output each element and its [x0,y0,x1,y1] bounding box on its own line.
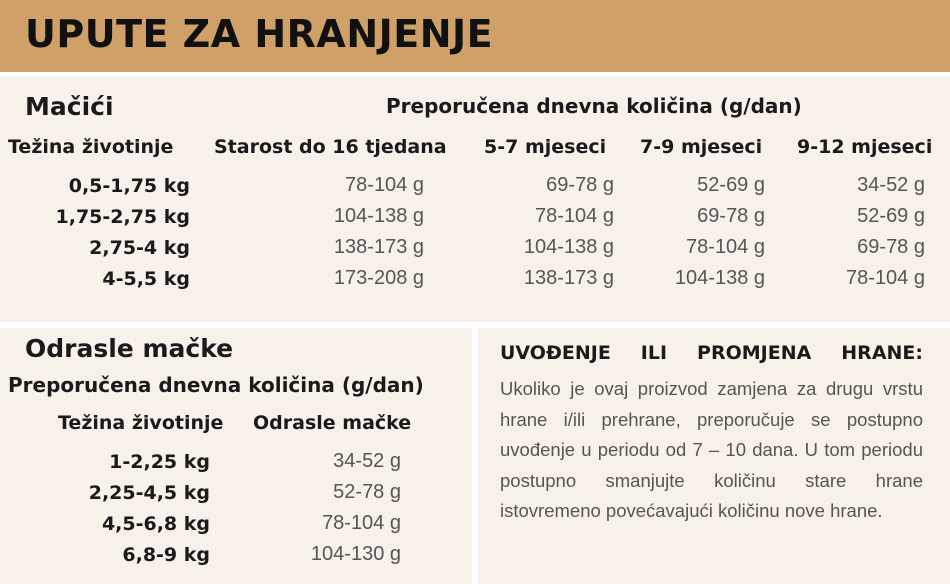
food-transition-title: UVOĐENJE ILI PROMJENA HRANE: [500,342,923,364]
adults-row-value: 104-130 g [310,543,401,565]
kittens-row-value: 104-138 g [523,236,614,258]
kittens-row-value: 78-104 g [846,267,925,289]
adults-row-weight: 4,5-6,8 kg [101,513,210,535]
kittens-row-value: 52-69 g [857,205,925,227]
kittens-daily-amount-label: Preporučena dnevna količina (g/dan) [386,94,802,118]
page-title: UPUTE ZA HRANJENJE [25,12,494,56]
age-header-up-to-16-weeks: Starost do 16 tjedana [214,136,447,158]
adults-title: Odrasle mačke [25,334,234,363]
kittens-weight-header: Težina životinje [8,136,174,158]
adults-value-header: Odrasle mačke [253,412,412,434]
adults-row-weight: 1-2,25 kg [109,451,210,473]
age-header-5-7-months: 5-7 mjeseci [484,136,607,158]
kittens-title: Mačići [25,92,114,121]
adults-row-value: 34-52 g [333,450,401,472]
kittens-row-value: 69-78 g [857,236,925,258]
kittens-row-value: 138-173 g [333,236,424,258]
adults-row-value: 78-104 g [322,512,401,534]
food-transition-section [478,328,950,584]
adults-row-value: 52-78 g [333,481,401,503]
kittens-row-weight: 2,75-4 kg [89,237,190,259]
adults-section [0,328,472,584]
kittens-row-value: 78-104 g [345,174,424,196]
age-header-7-9-months: 7-9 mjeseci [640,136,763,158]
adults-weight-header: Težina životinje [58,412,224,434]
kittens-row-value: 104-138 g [333,205,424,227]
kittens-row-value: 78-104 g [686,236,765,258]
kittens-row-value: 138-173 g [523,267,614,289]
header-bar [0,0,950,72]
kittens-row-value: 69-78 g [697,205,765,227]
food-transition-text: Ukoliko je ovaj proizvod zamjena za drugu vrstu hrane i/ili prehrane, preporučuje se postupno uvođenje u periodu od 7 – 10 dana. U tom periodu postupno smanjujte količinu stare hrane istovremeno povećavajući količinu nove hrane. [500,378,923,521]
kittens-row-value: 52-69 g [697,174,765,196]
kittens-row-weight: 0,5-1,75 kg [68,175,190,197]
adults-daily-amount-label: Preporučena dnevna količina (g/dan) [8,373,424,397]
kittens-row-value: 173-208 g [333,267,424,289]
kittens-row-value: 104-138 g [674,267,765,289]
kittens-row-weight: 1,75-2,75 kg [55,206,190,228]
adults-row-weight: 2,25-4,5 kg [88,482,210,504]
kittens-row-value: 34-52 g [857,174,925,196]
kittens-row-weight: 4-5,5 kg [102,268,190,290]
kittens-section [0,76,950,322]
kittens-row-value: 69-78 g [546,174,614,196]
adults-row-weight: 6,8-9 kg [122,544,210,566]
age-header-9-12-months: 9-12 mjeseci [797,136,933,158]
kittens-row-value: 78-104 g [535,205,614,227]
